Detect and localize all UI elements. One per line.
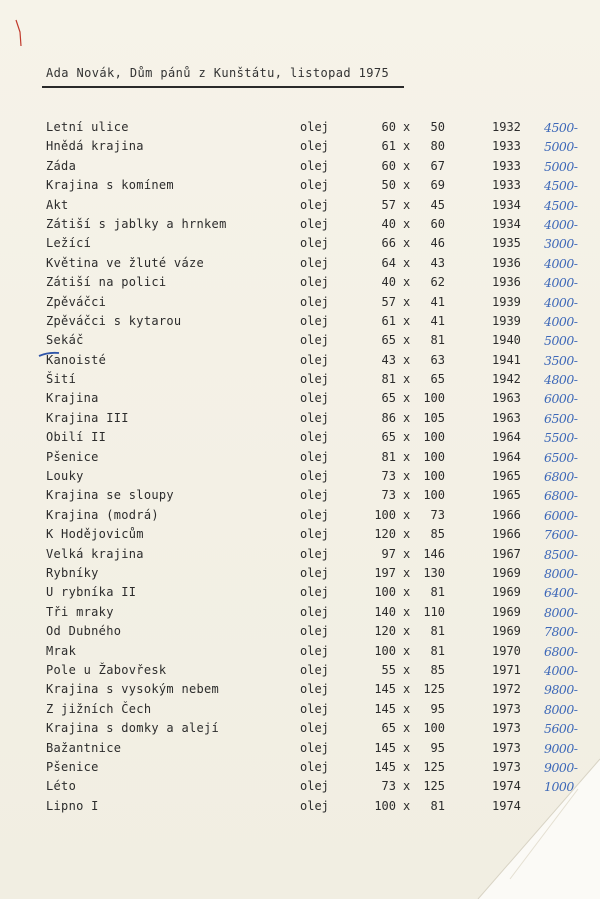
handwritten-price: 9000- xyxy=(544,740,578,756)
artwork-year: 1973 xyxy=(492,759,521,774)
artwork-year: 1969 xyxy=(492,585,521,600)
artwork-medium: olej xyxy=(300,139,329,154)
artwork-title: Akt xyxy=(46,197,69,212)
artwork-width: 40 xyxy=(381,216,396,231)
handwritten-price: 9000- xyxy=(544,759,578,775)
artwork-width: 61 xyxy=(381,313,396,328)
dimension-separator: x xyxy=(403,216,411,231)
dimension-separator: x xyxy=(403,507,411,522)
page-corner-curl xyxy=(460,729,600,899)
dimension-separator: x xyxy=(403,779,411,794)
artwork-width: 61 xyxy=(381,139,396,154)
handwritten-price: 4800- xyxy=(544,372,578,388)
artwork-title: Zátiší na polici xyxy=(46,275,167,290)
artwork-height: 130 xyxy=(423,565,445,580)
artwork-title: Od Dubného xyxy=(46,624,122,639)
artwork-width: 40 xyxy=(381,275,396,290)
artwork-row xyxy=(0,351,600,370)
artwork-row xyxy=(0,215,600,234)
dimension-separator: x xyxy=(403,352,411,367)
handwritten-price: 4000- xyxy=(544,294,578,310)
handwritten-price: 6000- xyxy=(544,507,578,523)
artwork-width: 81 xyxy=(381,372,396,387)
artwork-width: 145 xyxy=(374,701,396,716)
artwork-row xyxy=(0,564,600,583)
artwork-height: 73 xyxy=(430,507,445,522)
artwork-medium: olej xyxy=(300,255,329,270)
artwork-width: 65 xyxy=(381,430,396,445)
dimension-separator: x xyxy=(403,158,411,173)
artwork-year: 1973 xyxy=(492,701,521,716)
artwork-title: Šití xyxy=(46,372,77,387)
artwork-year: 1969 xyxy=(492,624,521,639)
artwork-width: 57 xyxy=(381,197,396,212)
artwork-medium: olej xyxy=(300,701,329,716)
artwork-medium: olej xyxy=(300,236,329,251)
handwritten-price: 9800- xyxy=(544,682,578,698)
artwork-year: 1969 xyxy=(492,604,521,619)
artwork-row xyxy=(0,273,600,292)
artwork-height: 41 xyxy=(430,313,445,328)
artwork-year: 1974 xyxy=(492,779,521,794)
handwritten-price: 5000- xyxy=(544,333,578,349)
artwork-title: Krajina s komínem xyxy=(46,178,174,193)
artwork-year: 1973 xyxy=(492,740,521,755)
artwork-year: 1936 xyxy=(492,255,521,270)
artwork-year: 1934 xyxy=(492,197,521,212)
dimension-separator: x xyxy=(403,333,411,348)
artwork-row xyxy=(0,545,600,564)
artwork-year: 1932 xyxy=(492,120,521,134)
artwork-year: 1965 xyxy=(492,488,521,503)
artwork-year: 1940 xyxy=(492,333,521,348)
artwork-width: 86 xyxy=(381,410,396,425)
dimension-separator: x xyxy=(403,236,411,251)
dimension-separator: x xyxy=(403,139,411,154)
handwritten-price: 7800- xyxy=(544,624,578,640)
artwork-year: 1942 xyxy=(492,372,521,387)
handwritten-price: 6000- xyxy=(544,391,578,407)
artwork-title: Rybníky xyxy=(46,565,99,580)
handwritten-price: 8000- xyxy=(544,565,578,581)
artwork-row xyxy=(0,157,600,176)
artwork-row xyxy=(0,467,600,486)
artwork-title: Pšenice xyxy=(46,449,99,464)
dimension-separator: x xyxy=(403,313,411,328)
dimension-separator: x xyxy=(403,721,411,736)
artwork-medium: olej xyxy=(300,507,329,522)
handwritten-price: 7600- xyxy=(544,527,578,543)
dimension-separator: x xyxy=(403,255,411,270)
artwork-width: 100 xyxy=(374,507,396,522)
artwork-list xyxy=(0,118,600,816)
dimension-separator: x xyxy=(403,120,411,134)
artwork-row xyxy=(0,525,600,544)
handwritten-price: 8000- xyxy=(544,701,578,717)
artwork-year: 1935 xyxy=(492,236,521,251)
artwork-title: Zpěváčci xyxy=(46,294,107,309)
artwork-height: 67 xyxy=(430,158,445,173)
artwork-width: 81 xyxy=(381,449,396,464)
artwork-year: 1969 xyxy=(492,565,521,580)
artwork-title: Kanoisté xyxy=(46,352,107,367)
artwork-width: 60 xyxy=(381,158,396,173)
artwork-row xyxy=(0,176,600,195)
artwork-height: 69 xyxy=(430,178,445,193)
artwork-row xyxy=(0,234,600,253)
dimension-separator: x xyxy=(403,469,411,484)
artwork-title: Z jižních Čech xyxy=(46,701,152,716)
artwork-height: 41 xyxy=(430,294,445,309)
artwork-width: 120 xyxy=(374,624,396,639)
artwork-height: 85 xyxy=(430,662,445,677)
artwork-medium: olej xyxy=(300,294,329,309)
artwork-title: Velká krajina xyxy=(46,546,144,561)
artwork-title: Letní ulice xyxy=(46,120,129,134)
dimension-separator: x xyxy=(403,178,411,193)
artwork-medium: olej xyxy=(300,352,329,367)
artwork-year: 1939 xyxy=(492,294,521,309)
handwritten-price: 6800- xyxy=(544,469,578,485)
artwork-row xyxy=(0,293,600,312)
artwork-medium: olej xyxy=(300,410,329,425)
artwork-year: 1939 xyxy=(492,313,521,328)
dimension-separator: x xyxy=(403,604,411,619)
artwork-width: 50 xyxy=(381,178,396,193)
heading-underline xyxy=(42,86,404,88)
artwork-height: 45 xyxy=(430,197,445,212)
red-pencil-mark xyxy=(14,18,24,48)
artwork-year: 1971 xyxy=(492,662,521,677)
dimension-separator: x xyxy=(403,372,411,387)
dimension-separator: x xyxy=(403,275,411,290)
artwork-year: 1970 xyxy=(492,643,521,658)
artwork-medium: olej xyxy=(300,546,329,561)
handwritten-price: 6500- xyxy=(544,410,578,426)
dimension-separator: x xyxy=(403,643,411,658)
handwritten-price: 5500- xyxy=(544,430,578,446)
artwork-row xyxy=(0,137,600,156)
artwork-medium: olej xyxy=(300,779,329,794)
artwork-title: Tři mraky xyxy=(46,604,114,619)
artwork-height: 100 xyxy=(423,391,445,406)
artwork-height: 95 xyxy=(430,701,445,716)
artwork-height: 43 xyxy=(430,255,445,270)
artwork-row xyxy=(0,486,600,505)
artwork-row xyxy=(0,680,600,699)
dimension-separator: x xyxy=(403,527,411,542)
dimension-separator: x xyxy=(403,585,411,600)
artwork-height: 65 xyxy=(430,372,445,387)
handwritten-price: 6800- xyxy=(544,488,578,504)
artwork-year: 1974 xyxy=(492,798,521,813)
handwritten-price: 4000- xyxy=(544,275,578,291)
artwork-title: Krajina se sloupy xyxy=(46,488,174,503)
artwork-title: Bažantnice xyxy=(46,740,122,755)
handwritten-price: 4500- xyxy=(544,120,578,135)
artwork-height: 125 xyxy=(423,682,445,697)
artwork-medium: olej xyxy=(300,798,329,813)
artwork-year: 1965 xyxy=(492,469,521,484)
dimension-separator: x xyxy=(403,410,411,425)
artwork-height: 95 xyxy=(430,740,445,755)
artwork-medium: olej xyxy=(300,624,329,639)
artwork-medium: olej xyxy=(300,585,329,600)
artwork-row xyxy=(0,583,600,602)
artwork-medium: olej xyxy=(300,643,329,658)
artwork-row xyxy=(0,448,600,467)
artwork-year: 1964 xyxy=(492,449,521,464)
artwork-width: 145 xyxy=(374,740,396,755)
dimension-separator: x xyxy=(403,798,411,813)
artwork-year: 1967 xyxy=(492,546,521,561)
artwork-height: 125 xyxy=(423,779,445,794)
artwork-height: 80 xyxy=(430,139,445,154)
artwork-medium: olej xyxy=(300,721,329,736)
artwork-year: 1941 xyxy=(492,352,521,367)
artwork-medium: olej xyxy=(300,449,329,464)
document-heading: Ada Novák, Dům pánů z Kunštátu, listopad 1975 xyxy=(46,66,390,80)
dimension-separator: x xyxy=(403,624,411,639)
artwork-row xyxy=(0,312,600,331)
artwork-medium: olej xyxy=(300,120,329,134)
dimension-separator: x xyxy=(403,546,411,561)
artwork-row xyxy=(0,428,600,447)
artwork-medium: olej xyxy=(300,662,329,677)
artwork-width: 145 xyxy=(374,759,396,774)
artwork-medium: olej xyxy=(300,488,329,503)
artwork-width: 43 xyxy=(381,352,396,367)
artwork-width: 66 xyxy=(381,236,396,251)
artwork-year: 1972 xyxy=(492,682,521,697)
artwork-title: Krajina s domky a alejí xyxy=(46,721,220,736)
artwork-height: 85 xyxy=(430,527,445,542)
artwork-title: Krajina s vysokým nebem xyxy=(46,682,220,697)
artwork-year: 1933 xyxy=(492,158,521,173)
artwork-year: 1963 xyxy=(492,410,521,425)
artwork-year: 1933 xyxy=(492,178,521,193)
artwork-row xyxy=(0,254,600,273)
artwork-title: Krajina xyxy=(46,391,99,406)
artwork-height: 81 xyxy=(430,585,445,600)
artwork-title: U rybníka II xyxy=(46,585,137,600)
artwork-width: 65 xyxy=(381,391,396,406)
artwork-medium: olej xyxy=(300,197,329,212)
handwritten-price: 8500- xyxy=(544,546,578,562)
dimension-separator: x xyxy=(403,197,411,212)
artwork-row xyxy=(0,118,600,137)
dimension-separator: x xyxy=(403,701,411,716)
handwritten-price: 4000- xyxy=(544,255,578,271)
artwork-width: 55 xyxy=(381,662,396,677)
artwork-height: 81 xyxy=(430,798,445,813)
artwork-year: 1936 xyxy=(492,275,521,290)
dimension-separator: x xyxy=(403,759,411,774)
handwritten-price: 6500- xyxy=(544,449,578,465)
artwork-height: 146 xyxy=(423,546,445,561)
handwritten-price: 5600- xyxy=(544,721,578,737)
artwork-title: Lipno I xyxy=(46,798,99,813)
artwork-medium: olej xyxy=(300,759,329,774)
artwork-row xyxy=(0,331,600,350)
artwork-medium: olej xyxy=(300,158,329,173)
artwork-row xyxy=(0,370,600,389)
dimension-separator: x xyxy=(403,662,411,677)
dimension-separator: x xyxy=(403,294,411,309)
artwork-title: Hnědá krajina xyxy=(46,139,144,154)
artwork-medium: olej xyxy=(300,313,329,328)
artwork-row xyxy=(0,506,600,525)
artwork-height: 100 xyxy=(423,469,445,484)
dimension-separator: x xyxy=(403,449,411,464)
handwritten-price: 4000- xyxy=(544,313,578,329)
artwork-row xyxy=(0,409,600,428)
handwritten-price: 8000- xyxy=(544,604,578,620)
artwork-title: Záda xyxy=(46,158,77,173)
artwork-title: Pšenice xyxy=(46,759,99,774)
artwork-title: Krajina III xyxy=(46,410,129,425)
artwork-width: 65 xyxy=(381,721,396,736)
artwork-title: Obilí II xyxy=(46,430,107,445)
artwork-medium: olej xyxy=(300,740,329,755)
dimension-separator: x xyxy=(403,682,411,697)
artwork-year: 1966 xyxy=(492,507,521,522)
artwork-title: Zpěváčci s kytarou xyxy=(46,313,182,328)
dimension-separator: x xyxy=(403,488,411,503)
handwritten-price: 5000- xyxy=(544,158,578,174)
artwork-row xyxy=(0,642,600,661)
dimension-separator: x xyxy=(403,565,411,580)
artwork-width: 100 xyxy=(374,798,396,813)
artwork-width: 60 xyxy=(381,120,396,134)
artwork-height: 81 xyxy=(430,333,445,348)
artwork-row xyxy=(0,603,600,622)
artwork-row xyxy=(0,389,600,408)
artwork-medium: olej xyxy=(300,333,329,348)
artwork-height: 125 xyxy=(423,759,445,774)
artwork-height: 100 xyxy=(423,430,445,445)
artwork-height: 100 xyxy=(423,721,445,736)
artwork-title: Louky xyxy=(46,469,84,484)
artwork-medium: olej xyxy=(300,275,329,290)
artwork-width: 197 xyxy=(374,565,396,580)
artwork-title: Květina ve žluté váze xyxy=(46,255,205,270)
artwork-width: 57 xyxy=(381,294,396,309)
artwork-medium: olej xyxy=(300,682,329,697)
artwork-height: 100 xyxy=(423,488,445,503)
artwork-medium: olej xyxy=(300,565,329,580)
handwritten-price: 6800- xyxy=(544,643,578,659)
artwork-title: K Hodějovicům xyxy=(46,527,144,542)
artwork-width: 97 xyxy=(381,546,396,561)
artwork-width: 120 xyxy=(374,527,396,542)
artwork-year: 1934 xyxy=(492,216,521,231)
blue-ink-mark xyxy=(38,350,60,358)
artwork-year: 1964 xyxy=(492,430,521,445)
artwork-width: 65 xyxy=(381,333,396,348)
artwork-year: 1933 xyxy=(492,139,521,154)
artwork-height: 62 xyxy=(430,275,445,290)
handwritten-price: 4000- xyxy=(544,662,578,678)
artwork-title: Krajina (modrá) xyxy=(46,507,159,522)
artwork-medium: olej xyxy=(300,604,329,619)
artwork-height: 81 xyxy=(430,643,445,658)
artwork-height: 50 xyxy=(430,120,445,134)
artwork-title: Ležící xyxy=(46,236,92,251)
artwork-row xyxy=(0,661,600,680)
artwork-year: 1966 xyxy=(492,527,521,542)
artwork-width: 64 xyxy=(381,255,396,270)
artwork-medium: olej xyxy=(300,430,329,445)
artwork-height: 81 xyxy=(430,624,445,639)
artwork-height: 110 xyxy=(423,604,445,619)
artwork-height: 60 xyxy=(430,216,445,231)
artwork-width: 145 xyxy=(374,682,396,697)
dimension-separator: x xyxy=(403,740,411,755)
artwork-height: 105 xyxy=(423,410,445,425)
handwritten-price: 3000- xyxy=(544,236,578,252)
artwork-width: 73 xyxy=(381,488,396,503)
artwork-medium: olej xyxy=(300,372,329,387)
artwork-title: Sekáč xyxy=(46,333,84,348)
artwork-row xyxy=(0,622,600,641)
artwork-title: Léto xyxy=(46,779,77,794)
artwork-width: 73 xyxy=(381,469,396,484)
handwritten-price: 1000 xyxy=(544,779,574,795)
artwork-medium: olej xyxy=(300,469,329,484)
dimension-separator: x xyxy=(403,430,411,445)
handwritten-price: 4000- xyxy=(544,216,578,232)
artwork-height: 100 xyxy=(423,449,445,464)
artwork-height: 63 xyxy=(430,352,445,367)
dimension-separator: x xyxy=(403,391,411,406)
artwork-medium: olej xyxy=(300,527,329,542)
artwork-height: 46 xyxy=(430,236,445,251)
artwork-medium: olej xyxy=(300,391,329,406)
artwork-title: Mrak xyxy=(46,643,77,658)
handwritten-price: 3500- xyxy=(544,352,578,368)
artwork-row xyxy=(0,700,600,719)
artwork-year: 1963 xyxy=(492,391,521,406)
artwork-title: Zátiší s jablky a hrnkem xyxy=(46,216,227,231)
artwork-width: 100 xyxy=(374,585,396,600)
artwork-width: 140 xyxy=(374,604,396,619)
artwork-year: 1973 xyxy=(492,721,521,736)
handwritten-price: 4500- xyxy=(544,178,578,194)
handwritten-price: 4500- xyxy=(544,197,578,213)
artwork-width: 73 xyxy=(381,779,396,794)
artwork-title: Pole u Žabovřesk xyxy=(46,662,167,677)
artwork-row xyxy=(0,196,600,215)
artwork-medium: olej xyxy=(300,216,329,231)
artwork-medium: olej xyxy=(300,178,329,193)
handwritten-price: 5000- xyxy=(544,139,578,155)
artwork-width: 100 xyxy=(374,643,396,658)
handwritten-price: 6400- xyxy=(544,585,578,601)
